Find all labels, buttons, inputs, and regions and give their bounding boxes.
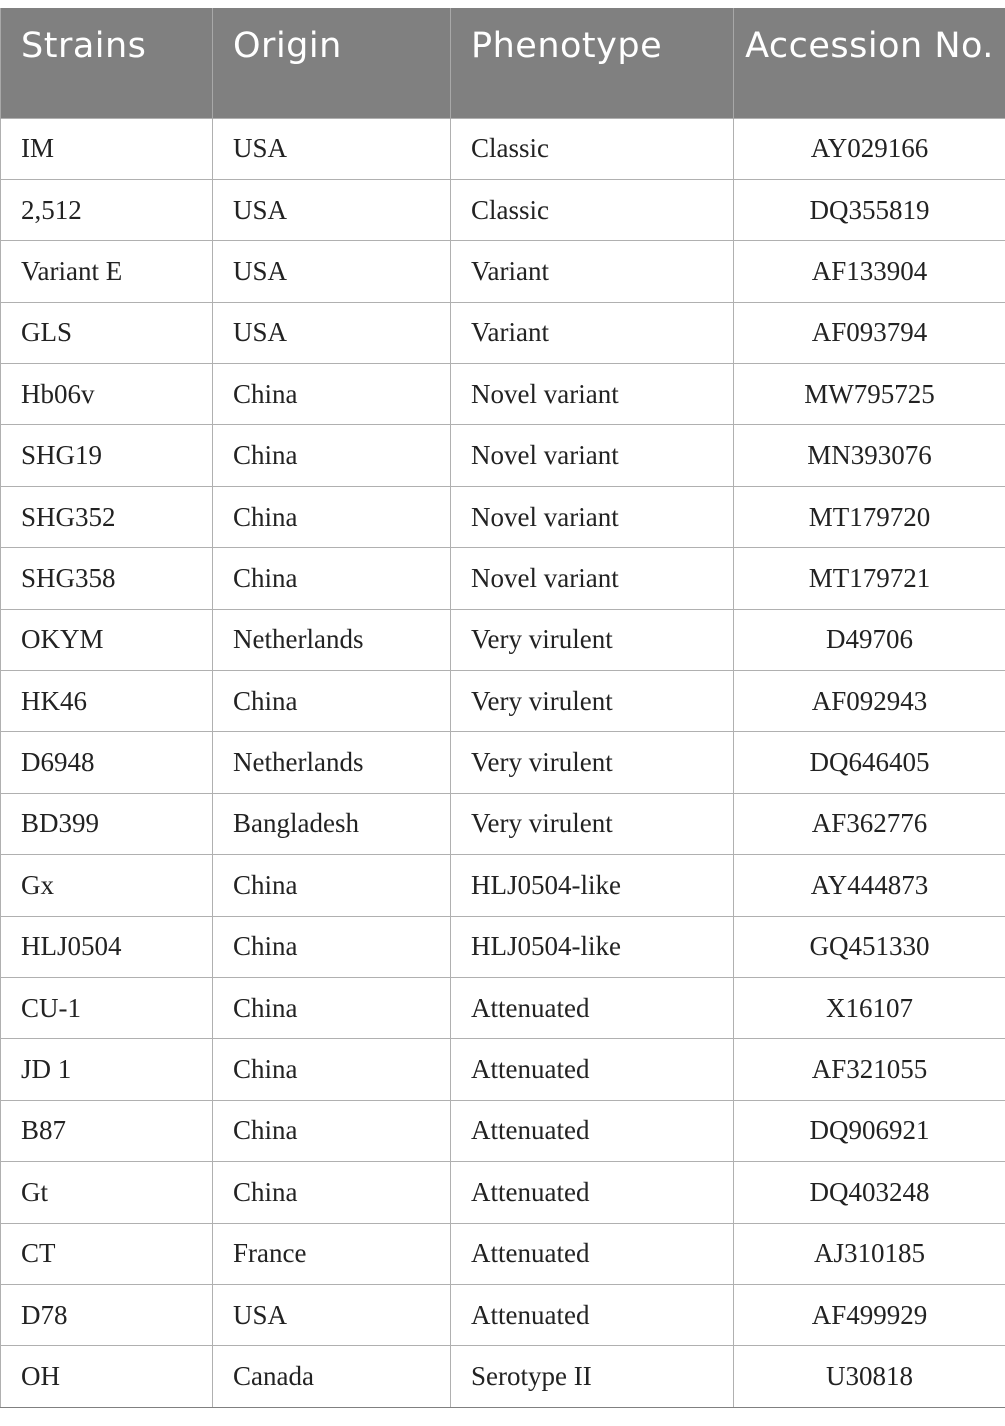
origin-cell: China <box>213 486 451 547</box>
strain-cell: 2,512 <box>1 179 213 240</box>
accession-cell: AY029166 <box>734 118 1005 179</box>
table-row <box>1 364 1005 425</box>
strain-cell: SHG358 <box>1 548 213 609</box>
phenotype-cell: Novel variant <box>451 425 734 486</box>
table-row <box>1 609 1005 670</box>
accession-cell: GQ451330 <box>734 916 1005 977</box>
table-row <box>1 1162 1005 1223</box>
origin-cell: Netherlands <box>213 609 451 670</box>
origin-cell: USA <box>213 302 451 363</box>
phenotype-cell: Very virulent <box>451 671 734 732</box>
phenotype-cell: Attenuated <box>451 1162 734 1223</box>
phenotype-cell: Variant <box>451 302 734 363</box>
table-row <box>1 425 1005 486</box>
table-row <box>1 179 1005 240</box>
table-row <box>1 302 1005 363</box>
header-accession-no: Accession No. <box>734 8 1005 118</box>
strain-cell: Variant E <box>1 241 213 302</box>
accession-cell: AF092943 <box>734 671 1005 732</box>
table-body <box>1 118 1005 1407</box>
table-row <box>1 1346 1005 1407</box>
phenotype-cell: Classic <box>451 118 734 179</box>
accession-cell: DQ355819 <box>734 179 1005 240</box>
strain-cell: GLS <box>1 302 213 363</box>
phenotype-cell: Novel variant <box>451 548 734 609</box>
table-row <box>1 916 1005 977</box>
strain-cell: OH <box>1 1346 213 1407</box>
origin-cell: China <box>213 1162 451 1223</box>
accession-cell: AJ310185 <box>734 1223 1005 1284</box>
accession-cell: DQ906921 <box>734 1100 1005 1161</box>
origin-cell: USA <box>213 118 451 179</box>
table-row <box>1 855 1005 916</box>
origin-cell: Netherlands <box>213 732 451 793</box>
table-header <box>1 8 1005 118</box>
phenotype-cell: HLJ0504-like <box>451 855 734 916</box>
strain-cell: JD 1 <box>1 1039 213 1100</box>
table-row <box>1 1284 1005 1345</box>
header-row <box>1 8 1005 118</box>
table-row <box>1 1223 1005 1284</box>
strain-cell: Gt <box>1 1162 213 1223</box>
accession-cell: U30818 <box>734 1346 1005 1407</box>
origin-cell: China <box>213 548 451 609</box>
strain-cell: HLJ0504 <box>1 916 213 977</box>
header-strains: Strains <box>1 8 213 118</box>
strain-cell: SHG19 <box>1 425 213 486</box>
origin-cell: China <box>213 1100 451 1161</box>
accession-cell: X16107 <box>734 977 1005 1038</box>
origin-cell: USA <box>213 241 451 302</box>
table-row <box>1 1039 1005 1100</box>
table-row <box>1 241 1005 302</box>
phenotype-cell: Attenuated <box>451 977 734 1038</box>
phenotype-cell: HLJ0504-like <box>451 916 734 977</box>
phenotype-cell: Serotype II <box>451 1346 734 1407</box>
strain-cell: CT <box>1 1223 213 1284</box>
accession-cell: AF321055 <box>734 1039 1005 1100</box>
table-row <box>1 118 1005 179</box>
phenotype-cell: Very virulent <box>451 793 734 854</box>
origin-cell: China <box>213 1039 451 1100</box>
strain-cell: BD399 <box>1 793 213 854</box>
strain-cell: IM <box>1 118 213 179</box>
phenotype-cell: Attenuated <box>451 1100 734 1161</box>
accession-cell: AF499929 <box>734 1284 1005 1345</box>
phenotype-cell: Very virulent <box>451 609 734 670</box>
strain-cell: D6948 <box>1 732 213 793</box>
phenotype-cell: Novel variant <box>451 364 734 425</box>
phenotype-cell: Variant <box>451 241 734 302</box>
accession-cell: MT179721 <box>734 548 1005 609</box>
strain-cell: OKYM <box>1 609 213 670</box>
table-row <box>1 732 1005 793</box>
phenotype-cell: Attenuated <box>451 1284 734 1345</box>
phenotype-cell: Very virulent <box>451 732 734 793</box>
strain-cell: CU-1 <box>1 977 213 1038</box>
strain-cell: D78 <box>1 1284 213 1345</box>
strain-cell: Gx <box>1 855 213 916</box>
origin-cell: China <box>213 977 451 1038</box>
accession-cell: AF133904 <box>734 241 1005 302</box>
accession-cell: D49706 <box>734 609 1005 670</box>
table-row <box>1 793 1005 854</box>
accession-cell: DQ646405 <box>734 732 1005 793</box>
accession-cell: DQ403248 <box>734 1162 1005 1223</box>
accession-cell: MT179720 <box>734 486 1005 547</box>
phenotype-cell: Novel variant <box>451 486 734 547</box>
origin-cell: China <box>213 916 451 977</box>
accession-cell: MW795725 <box>734 364 1005 425</box>
phenotype-cell: Attenuated <box>451 1223 734 1284</box>
accession-cell: MN393076 <box>734 425 1005 486</box>
accession-cell: AF093794 <box>734 302 1005 363</box>
origin-cell: China <box>213 671 451 732</box>
strain-cell: Hb06v <box>1 364 213 425</box>
origin-cell: Canada <box>213 1346 451 1407</box>
phenotype-cell: Attenuated <box>451 1039 734 1100</box>
table-row <box>1 548 1005 609</box>
origin-cell: Bangladesh <box>213 793 451 854</box>
origin-cell: France <box>213 1223 451 1284</box>
strains-table-container <box>0 8 1005 1408</box>
origin-cell: USA <box>213 179 451 240</box>
phenotype-cell: Classic <box>451 179 734 240</box>
header-origin: Origin <box>213 8 451 118</box>
table-row <box>1 486 1005 547</box>
strains-table <box>0 8 1005 1408</box>
strain-cell: HK46 <box>1 671 213 732</box>
origin-cell: USA <box>213 1284 451 1345</box>
header-phenotype: Phenotype <box>451 8 734 118</box>
strain-cell: SHG352 <box>1 486 213 547</box>
table-row <box>1 977 1005 1038</box>
origin-cell: China <box>213 364 451 425</box>
accession-cell: AY444873 <box>734 855 1005 916</box>
origin-cell: China <box>213 855 451 916</box>
strain-cell: B87 <box>1 1100 213 1161</box>
origin-cell: China <box>213 425 451 486</box>
table-row <box>1 671 1005 732</box>
table-row <box>1 1100 1005 1161</box>
accession-cell: AF362776 <box>734 793 1005 854</box>
